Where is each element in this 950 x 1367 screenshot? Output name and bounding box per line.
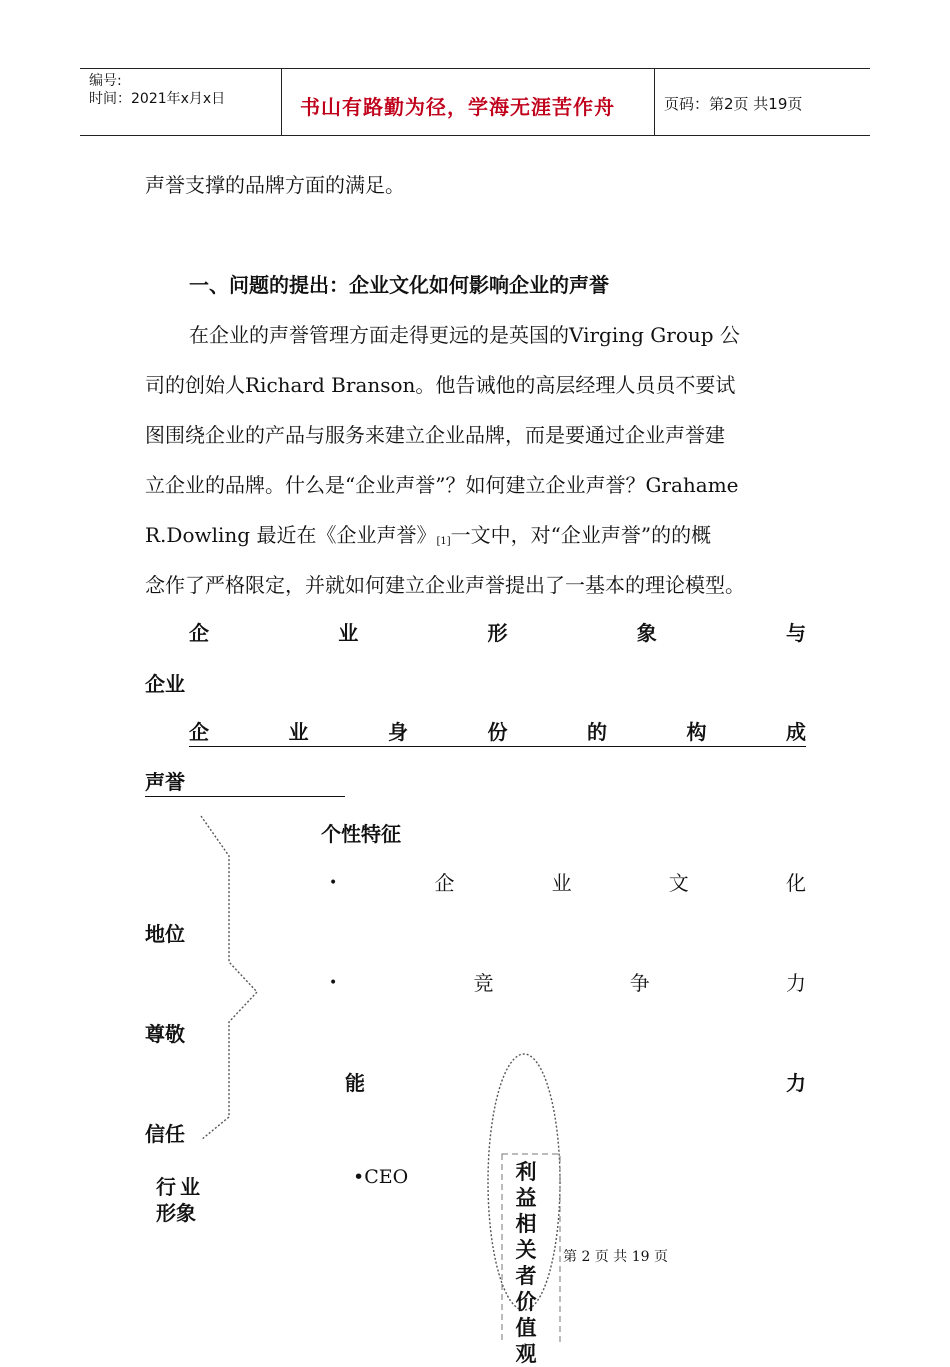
title-char: 形	[487, 621, 508, 645]
industry-image-line-2: 形象	[156, 1201, 196, 1225]
header-bottom-rule	[80, 135, 870, 136]
left-item-trust: 信任	[145, 1122, 185, 1146]
serial-label: 编号:	[89, 73, 122, 89]
header-motto: 书山有路勤为径，学海无涯苦作舟	[300, 95, 615, 119]
bullet-char: 企	[434, 871, 455, 895]
bullet-competitiveness	[329, 968, 806, 998]
bullet-char: 业	[551, 871, 572, 895]
identity-char: 业	[288, 720, 309, 744]
paragraph-line-6: 念作了严格限定，并就如何建立企业声誉提出了一基本的理论模型。	[145, 573, 745, 597]
identity-char: 企	[189, 720, 209, 744]
stakeholder-char: 相	[515, 1212, 537, 1236]
paragraph-line-4: 立企业的品牌。什么是“企业声誉”？如何建立企业声誉？Grahame	[145, 473, 739, 497]
identity-char: 身	[388, 720, 408, 744]
reputation-label: 声誉	[145, 768, 345, 797]
ability-char: 力	[786, 1071, 806, 1095]
bullet-dot: •	[329, 875, 338, 891]
paragraph-line-2: 司的创始人Richard Branson。他告诫他的高层经理人员员不要试	[145, 373, 736, 397]
time-label: 时间：2021年x月x日	[89, 91, 226, 107]
header-top-rule	[80, 68, 870, 69]
ability-char: 能	[345, 1071, 365, 1095]
section-heading: 一、问题的提出：企业文化如何影响企业的声誉	[189, 273, 609, 297]
diagram-title-tail: 企业	[145, 672, 185, 696]
title-char: 象	[636, 621, 657, 645]
stakeholder-char: 关	[515, 1238, 537, 1262]
identity-char: 的	[587, 720, 607, 744]
paragraph-line-5-tail: 一文中，对“企业声誉”的的概	[450, 523, 712, 547]
title-char: 与	[786, 621, 806, 645]
personality-label: 个性特征	[321, 822, 401, 846]
stakeholder-char: 值	[515, 1316, 537, 1340]
citation-marker: [1]	[436, 536, 451, 547]
identity-char: 成	[786, 720, 806, 744]
left-item-status: 地位	[145, 922, 185, 946]
brace-connector	[195, 812, 265, 1144]
bullet-dot: •	[329, 975, 338, 991]
stakeholder-char: 价	[515, 1290, 537, 1314]
paragraph-line-5	[145, 510, 807, 567]
bullet-char: 文	[668, 871, 689, 895]
stakeholder-values-label	[513, 1159, 539, 1367]
title-char: 企	[189, 621, 209, 645]
identity-char: 构	[686, 720, 707, 744]
left-item-respect: 尊敬	[145, 1022, 185, 1046]
identity-char: 份	[487, 720, 508, 744]
page-footer: 第 2 页 共 19 页	[563, 1249, 668, 1265]
stakeholder-char: 益	[515, 1186, 537, 1210]
title-char: 业	[338, 621, 359, 645]
identity-row	[189, 718, 806, 747]
diagram-title-row	[189, 618, 806, 648]
ability-row	[345, 1068, 806, 1098]
stakeholder-char: 观	[515, 1342, 537, 1366]
paragraph-line-1: 在企业的声誉管理方面走得更远的是英国的Virging Group 公	[189, 323, 740, 347]
header-page-code: 页码：第2页 共19页	[664, 95, 803, 113]
header-divider-1	[281, 68, 282, 135]
bullet-char: 力	[785, 971, 806, 995]
ceo-item: •CEO	[353, 1166, 409, 1188]
bullet-char: 争	[629, 971, 650, 995]
intro-line: 声誉支撑的品牌方面的满足。	[145, 173, 405, 197]
industry-image-line-1: 行业	[156, 1175, 204, 1199]
stakeholder-char: 利	[515, 1160, 537, 1184]
bullet-char: 竞	[473, 971, 494, 995]
header-divider-2	[654, 68, 655, 135]
paragraph-line-5-text: R.Dowling 最近在《企业声誉》	[145, 523, 437, 547]
paragraph-line-3: 图围绕企业的产品与服务来建立企业品牌，而是要通过企业声誉建	[145, 423, 725, 447]
bullet-corporate-culture	[329, 868, 806, 898]
stakeholder-char: 者	[515, 1264, 537, 1288]
bullet-char: 化	[785, 871, 806, 895]
